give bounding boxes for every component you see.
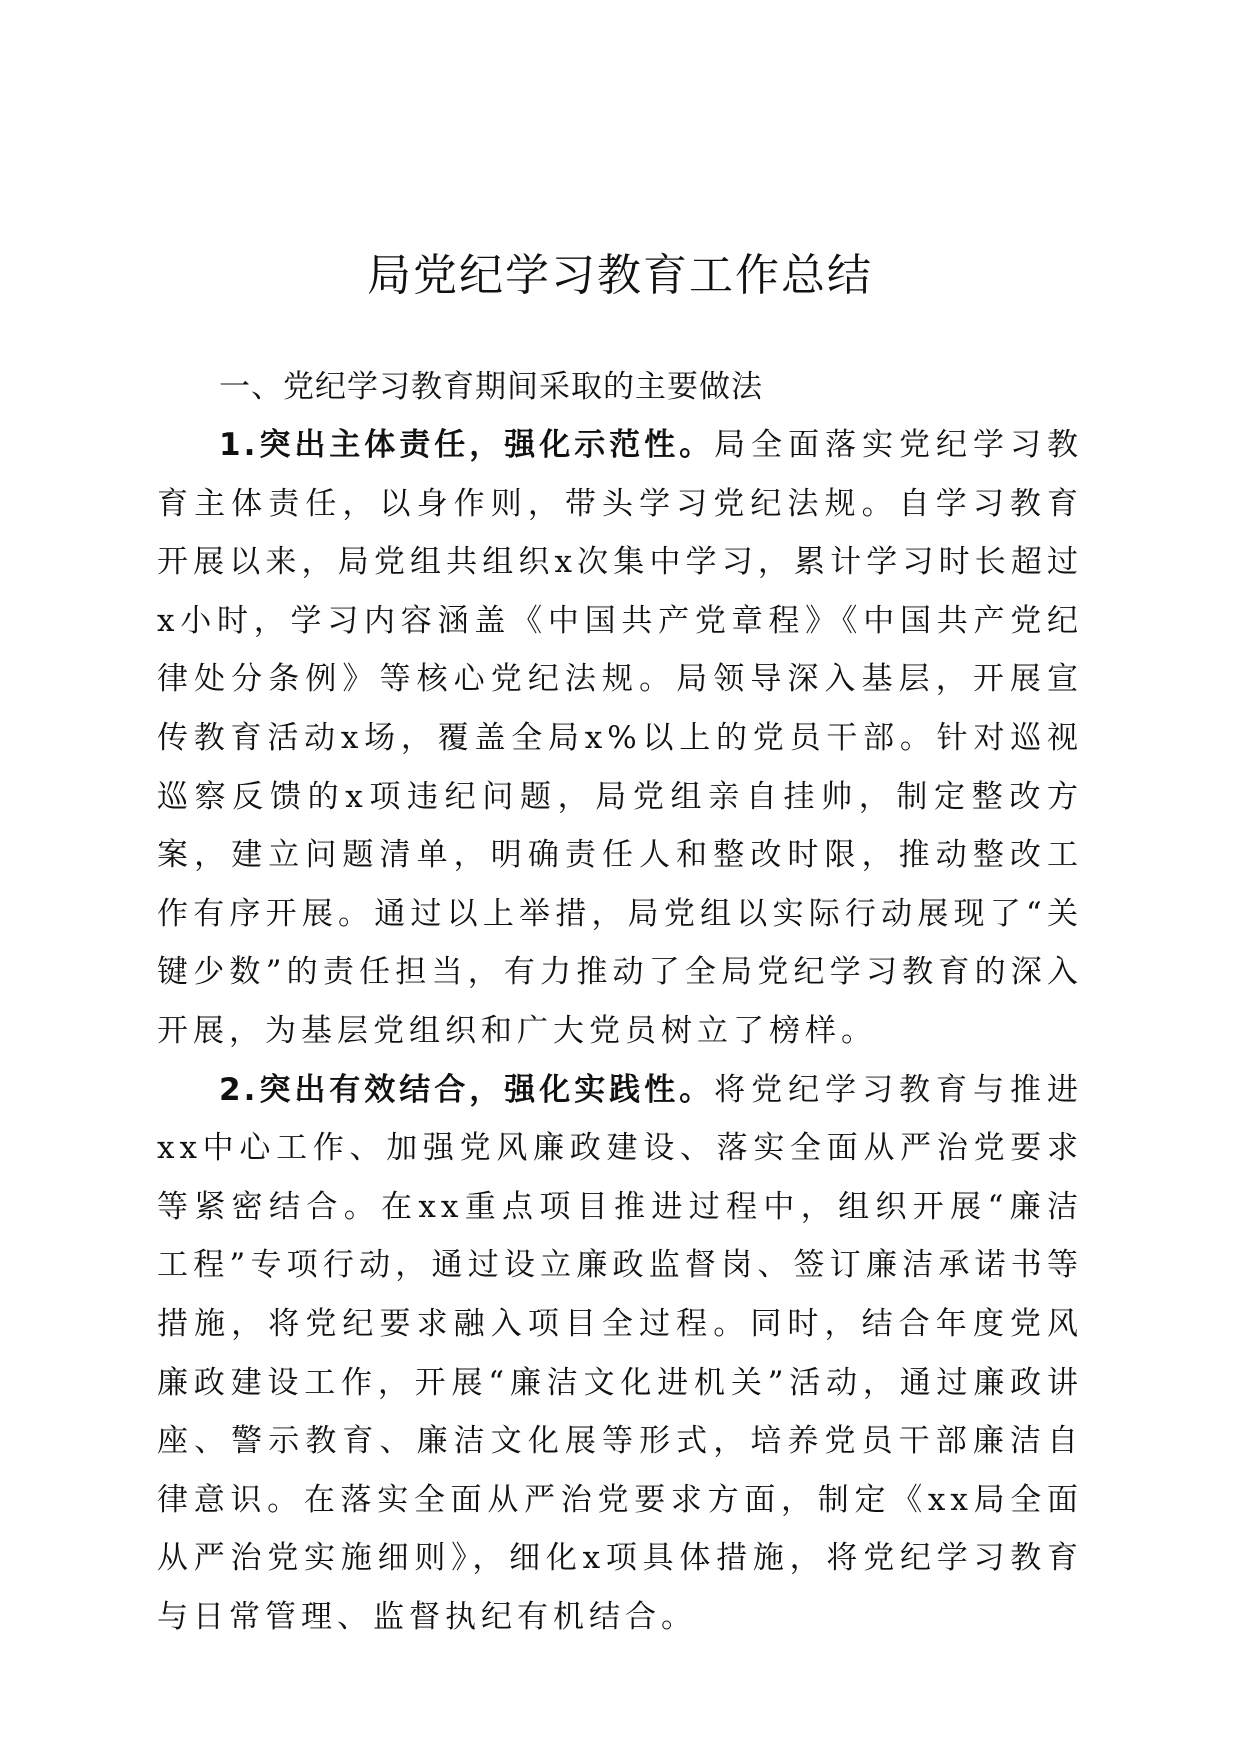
paragraph-1	[157, 416, 1083, 1061]
paragraph-1-lead: 1.突出主体责任，强化示范性。	[219, 427, 715, 463]
paragraph-1-body: 局全面落实党纪学习教育主体责任，以身作则，带头学习党纪法规。自学习教育开展以来，局党组共组织x次集中学习，累计学习时长超过x小时，学习内容涵盖《中国共产党章程》《中国共产党纪律处分条例》等核心党纪法规。局领导深入基层，开展宣传教育活动x场，覆盖全局x%以上的党员干部。针对巡视巡察反馈的x项违纪问题，局党组亲自挂帅，制定整改方案，建立问题清单，明确责任人和整改时限，推动整改工作有序开展。通过以上举措，局党组以实际行动展现了“关键少数”的责任担当，有力推动了全局党纪学习教育的深入开展，为基层党组织和广大党员树立了榜样。	[157, 427, 1083, 1049]
paragraph-2-body: 将党纪学习教育与推进xx中心工作、加强党风廉政建设、落实全面从严治党要求等紧密结合。在xx重点项目推进过程中，组织开展“廉洁工程”专项行动，通过设立廉政监督岗、签订廉洁承诺书等措施，将党纪要求融入项目全过程。同时，结合年度党风廉政建设工作，开展“廉洁文化进机关”活动，通过廉政讲座、警示教育、廉洁文化展等形式，培养党员干部廉洁自律意识。在落实全面从严治党要求方面，制定《xx局全面从严治党实施细则》，细化x项具体措施，将党纪学习教育与日常管理、监督执纪有机结合。	[157, 1071, 1083, 1635]
paragraph-2	[157, 1061, 1083, 1647]
document-title: 局党纪学习教育工作总结	[367, 250, 873, 301]
paragraph-2-lead: 2.突出有效结合，强化实践性。	[219, 1071, 715, 1108]
document-body	[157, 358, 1083, 1646]
section-heading: 一、党纪学习教育期间采取的主要做法	[219, 369, 763, 405]
